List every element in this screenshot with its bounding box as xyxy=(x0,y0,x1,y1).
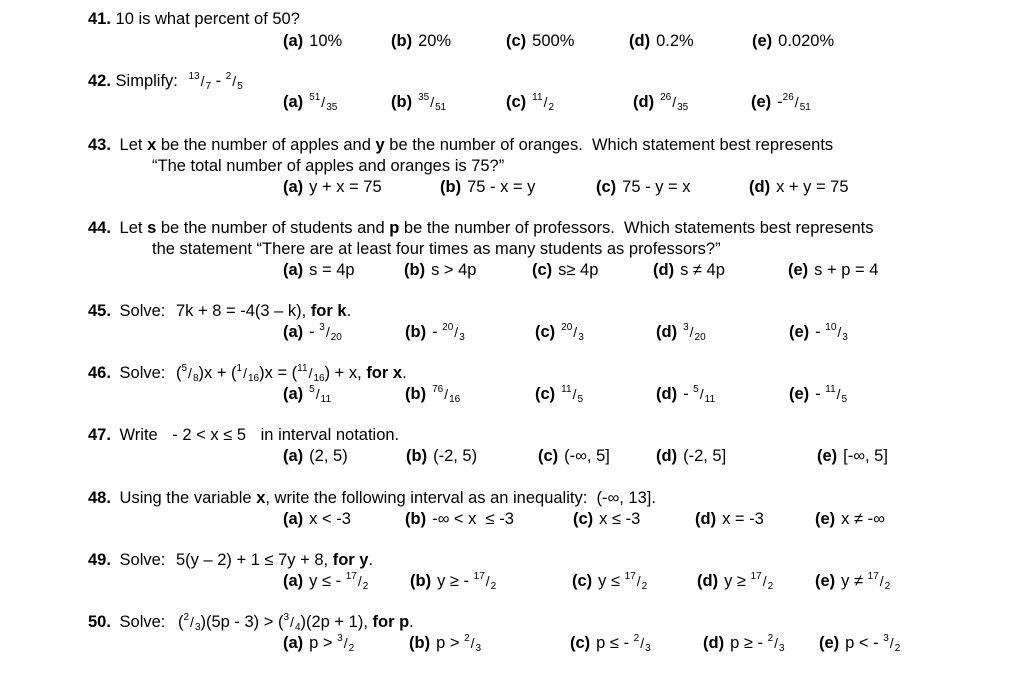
option-a[interactable]: (a) $^{51}/_{35}$ xyxy=(283,92,338,113)
option-c[interactable]: (c) $^{20}/_3$ xyxy=(535,322,584,343)
option-d[interactable]: (d) s ≠ 4p xyxy=(653,261,725,279)
question-prompt: Simplify: xyxy=(115,72,178,90)
option-c[interactable]: (c) $y \le ^{17}/_2$ xyxy=(572,571,648,592)
option-c[interactable]: (c) (-∞, 5] xyxy=(538,447,610,465)
equation: $(^2/_3)(5p - 3) > (^3/_4)(2p + 1)$, xyxy=(177,612,368,633)
question-number: 42. xyxy=(88,72,111,90)
option-d[interactable]: (d) x + y = 75 xyxy=(749,178,849,196)
question-text-line2: the statement “There are at least four times as many students as professors?” xyxy=(152,240,721,258)
option-a[interactable]: (a) $p > ^3/_2$ xyxy=(283,633,355,654)
option-value: 0.2% xyxy=(656,32,694,50)
option-b[interactable]: (b) (-2, 5) xyxy=(406,447,478,465)
option-b[interactable]: (b) $^{35}/_{51}$ xyxy=(391,92,447,113)
question-text: 46. Solve: $(^5/_8)x + (^1/_{16})x = (^{11}/_{16}) + x$, for x. xyxy=(88,363,407,384)
question-text: 47. Write - 2 < x ≤ 5 in interval notation. xyxy=(88,426,400,444)
option-d[interactable] xyxy=(629,32,694,51)
option-d[interactable]: (d) $^3/_{20}$ xyxy=(656,322,706,343)
option-b[interactable]: (b) 75 - x = y xyxy=(440,178,536,196)
option-value: 20% xyxy=(418,32,452,50)
option-e[interactable]: $(e) - ^{11}/_5$ xyxy=(789,384,848,405)
option-b[interactable]: (b) $^{76}/_{16}$ xyxy=(405,384,461,405)
option-e[interactable]: (e) $-^{26}/_{51}$ xyxy=(751,92,811,113)
equation: $(^5/_8)x + (^1/_{16})x = (^{11}/_{16}) + x$, xyxy=(175,363,362,384)
option-b[interactable]: (b) -∞ < x ≤ -3 xyxy=(405,510,514,528)
option-a[interactable] xyxy=(283,32,342,51)
question-text: 45. Solve: 7k + 8 = -4(3 – k), for k. xyxy=(88,302,352,320)
option-e[interactable] xyxy=(752,32,834,51)
option-b[interactable]: (b) y ≥ - $^{17}/_2$ xyxy=(410,571,497,592)
option-d[interactable]: (d) (-2, 5] xyxy=(656,447,727,465)
option-c[interactable]: (c) x ≤ -3 xyxy=(573,510,641,528)
option-e[interactable]: (e) p < - $^3/_2$ xyxy=(819,633,901,654)
option-a[interactable]: (a) (2, 5) xyxy=(283,447,348,465)
option-c[interactable]: (c) s≥ 4p xyxy=(532,261,599,279)
question-text: 43. Let x be the number of apples and y be the number of oranges. Which statement best represents xyxy=(88,136,834,154)
question-text: 48. Using the variable x, write the following interval as an inequality: (-∞, 13]. xyxy=(88,489,656,507)
option-value: 0.020% xyxy=(778,32,835,50)
option-a[interactable]: (a) y + x = 75 xyxy=(283,178,382,196)
option-a[interactable]: (a) s = 4p xyxy=(283,261,355,279)
option-label: (a) xyxy=(283,32,304,50)
option-d[interactable]: (d) p ≥ - $^2/_3$ xyxy=(703,633,785,654)
question-text xyxy=(88,72,243,91)
option-a[interactable]: (a) $^5/_{11}$ xyxy=(283,384,332,405)
question-prompt: 10 is what percent of 50? xyxy=(115,10,300,28)
option-e[interactable]: (e) [-∞, 5] xyxy=(817,447,888,465)
option-d[interactable]: (d) $^{26}/_{35}$ xyxy=(633,92,689,113)
option-e[interactable]: (e) s + p = 4 xyxy=(788,261,879,279)
question-text xyxy=(88,10,300,29)
question-number: 41. xyxy=(88,10,111,28)
question-text: 44. Let s be the number of students and p be the number of professors. Which statements best represents xyxy=(88,219,874,237)
option-b[interactable]: $(b) - ^{20}/_3$ xyxy=(405,322,465,343)
option-c[interactable]: (c) 75 - y = x xyxy=(596,178,691,196)
option-b[interactable] xyxy=(391,32,451,51)
option-label: (b) xyxy=(391,32,413,50)
question-text-line2: “The total number of apples and oranges is 75?” xyxy=(152,157,505,175)
option-value: 10% xyxy=(309,32,343,50)
expression: $^{13}/_7 - ^2/_5$ xyxy=(188,71,243,92)
option-c[interactable] xyxy=(506,32,574,51)
option-c[interactable]: (c) $^{11}/_2$ xyxy=(506,92,555,113)
option-e[interactable]: $(e) - ^{10}/_3$ xyxy=(789,322,848,343)
option-d[interactable]: $(d) - ^5/_{11}$ xyxy=(656,384,716,405)
option-b[interactable]: (b) $p > ^2/_3$ xyxy=(409,633,482,654)
option-a[interactable]: (a) y ≤ - $^{17}/_2$ xyxy=(283,571,369,592)
option-a[interactable]: $(a) - ^3/_{20}$ xyxy=(283,322,342,343)
option-label: (e) xyxy=(752,32,773,50)
option-label: (c) xyxy=(506,32,527,50)
option-value: 500% xyxy=(532,32,575,50)
option-d[interactable]: (d) x = -3 xyxy=(695,510,764,528)
option-c[interactable]: (c) $^{11}/_5$ xyxy=(535,384,584,405)
option-a[interactable]: (a) x < -3 xyxy=(283,510,351,528)
option-label: (d) xyxy=(629,32,651,50)
option-c[interactable]: (c) p ≤ - $^2/_3$ xyxy=(570,633,651,654)
option-b[interactable]: (b) s > 4p xyxy=(404,261,477,279)
option-e[interactable]: (e) x ≠ -∞ xyxy=(815,510,885,528)
question-text: 50. Solve: $(^2/_3)(5p - 3) > (^3/_4)(2p + 1)$, for p. xyxy=(88,612,414,633)
option-e[interactable]: (e) $y \ne ^{17}/_2$ xyxy=(815,571,891,592)
question-text: 49. Solve: 5(y – 2) + 1 ≤ 7y + 8, for y. xyxy=(88,551,374,569)
option-d[interactable]: (d) $y \ge ^{17}/_2$ xyxy=(697,571,774,592)
